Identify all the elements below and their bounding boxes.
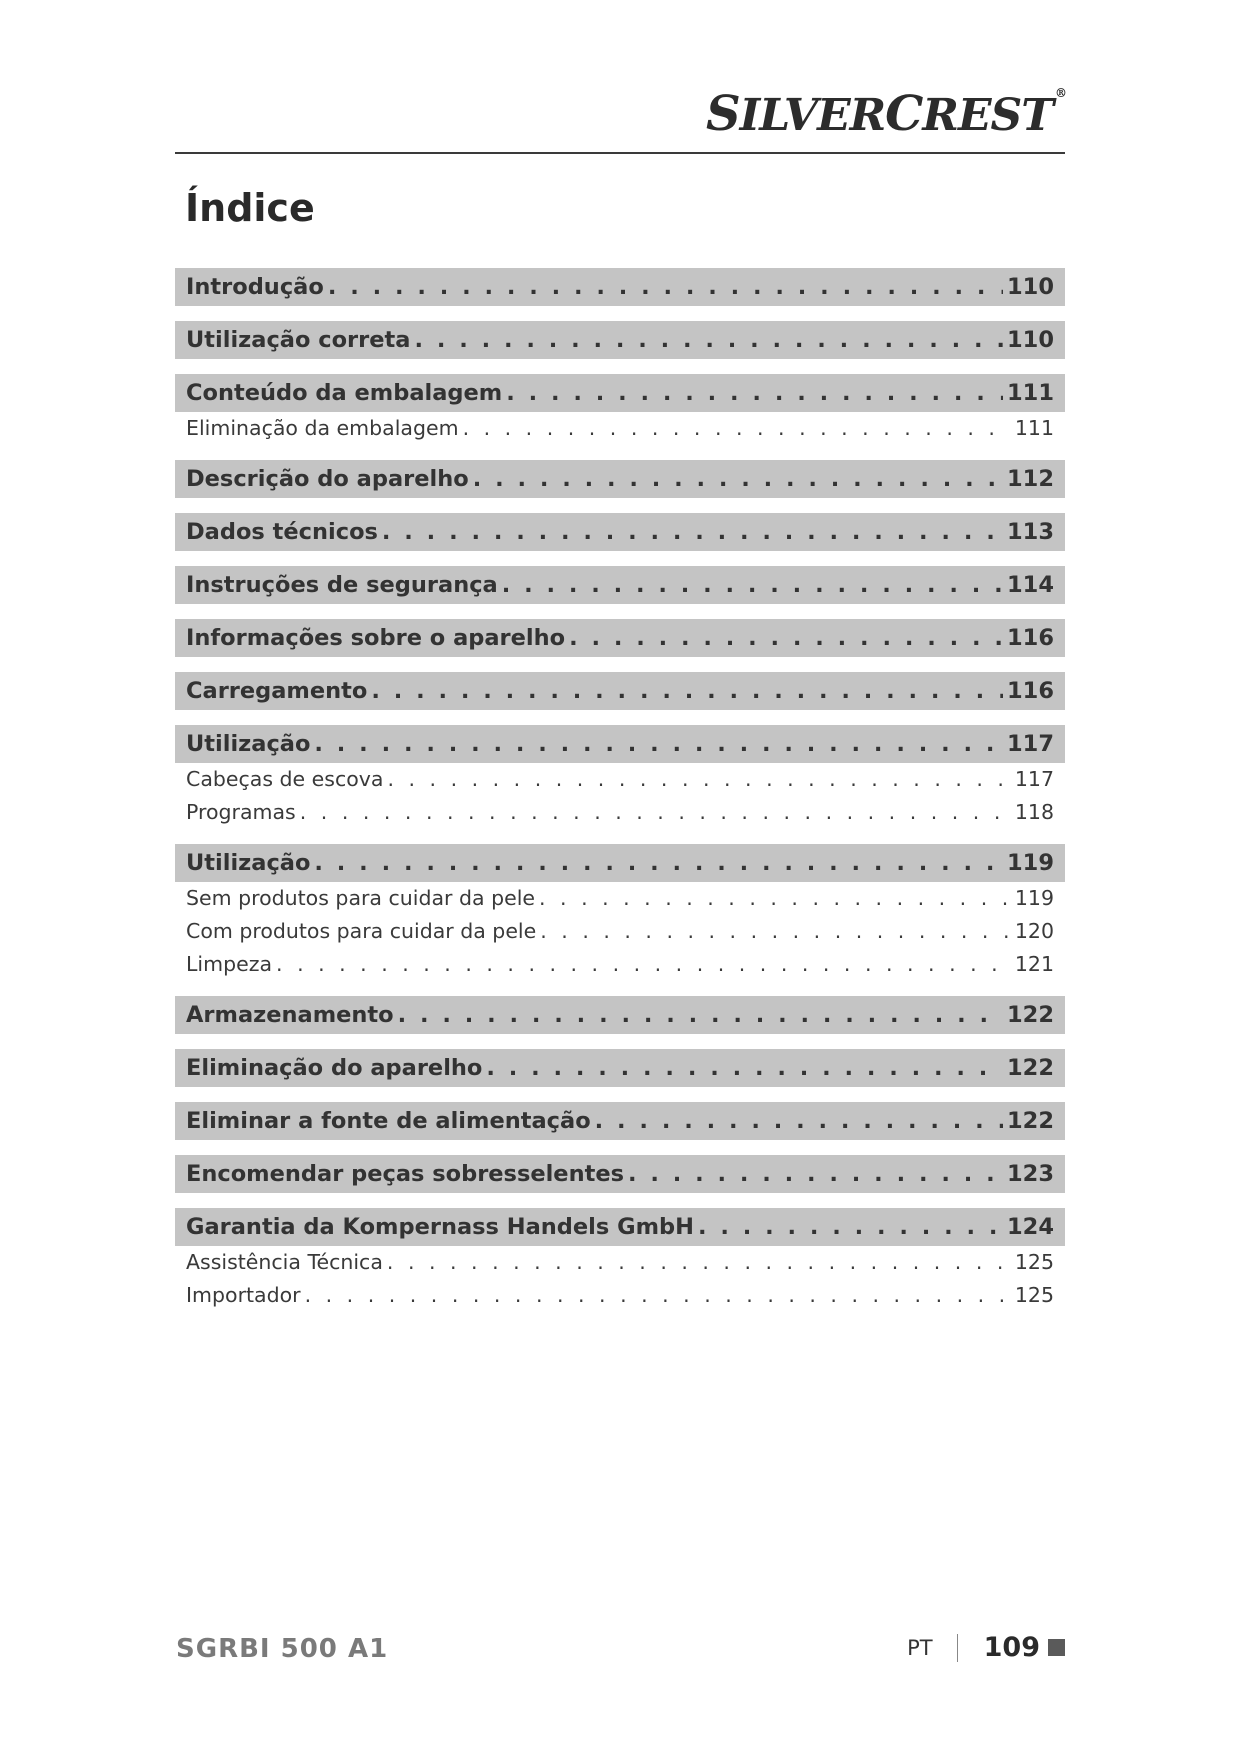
- toc-entry-title: Dados técnicos: [186, 519, 378, 545]
- footer-language: PT: [907, 1635, 933, 1660]
- toc-subsection[interactable]: [175, 763, 1065, 796]
- toc-entry-page: 125: [1014, 1250, 1054, 1274]
- toc-entry-page: 117: [1007, 731, 1054, 757]
- toc-section[interactable]: [175, 1102, 1065, 1140]
- toc-entry-page: 122: [1007, 1002, 1054, 1028]
- toc-entry-title: Utilização: [186, 731, 311, 757]
- dot-leader: [387, 1246, 1011, 1279]
- toc-entry-page: 119: [1014, 886, 1054, 910]
- toc-entry-title: Carregamento: [186, 678, 368, 704]
- toc-entry-title: Utilização: [186, 850, 311, 876]
- toc-entry-title: Com produtos para cuidar da pele: [186, 919, 537, 943]
- toc-entry-title: Programas: [186, 800, 296, 824]
- brand-word-1: ILVER: [739, 90, 886, 141]
- dot-leader: [382, 513, 1003, 551]
- page-marker-square: [1048, 1639, 1065, 1656]
- toc-subsection[interactable]: [175, 882, 1065, 915]
- toc-entry-title: Conteúdo da embalagem: [186, 380, 503, 406]
- toc-entry-page: 116: [1007, 625, 1054, 651]
- header-divider: [175, 152, 1065, 154]
- toc-subsection[interactable]: [175, 948, 1065, 981]
- footer-model-number: SGRBI 500 A1: [176, 1634, 389, 1664]
- toc-subsection[interactable]: [175, 796, 1065, 829]
- brand-word-2: REST: [922, 90, 1053, 141]
- page-title: Índice: [185, 186, 315, 230]
- toc-entry-title: Limpeza: [186, 952, 273, 976]
- toc-entry-page: 112: [1007, 466, 1054, 492]
- toc-entry-title: Sem produtos para cuidar da pele: [186, 886, 536, 910]
- toc-entry-title: Utilização correta: [186, 327, 411, 353]
- footer-page-info: [907, 1632, 1065, 1663]
- toc-section[interactable]: [175, 321, 1065, 359]
- dot-leader: [595, 1102, 1003, 1140]
- brand-logo: [706, 86, 1066, 142]
- toc-entry-page: 120: [1014, 919, 1054, 943]
- toc-entry-title: Informações sobre o aparelho: [186, 625, 566, 651]
- toc-section[interactable]: [175, 1155, 1065, 1193]
- toc-entry-title: Cabeças de escova: [186, 767, 384, 791]
- dot-leader: [540, 915, 1011, 948]
- toc-section[interactable]: [175, 619, 1065, 657]
- dot-leader: [473, 460, 1003, 498]
- toc-entry-title: Assistência Técnica: [186, 1250, 383, 1274]
- dot-leader: [463, 412, 1011, 445]
- toc-section[interactable]: [175, 513, 1065, 551]
- toc-section[interactable]: [175, 460, 1065, 498]
- toc-section[interactable]: [175, 374, 1065, 412]
- toc-entry-page: 114: [1007, 572, 1054, 598]
- toc-entry-page: 118: [1014, 800, 1054, 824]
- toc-subsection[interactable]: [175, 915, 1065, 948]
- toc-entry-page: 125: [1014, 1283, 1054, 1307]
- toc-section[interactable]: [175, 996, 1065, 1034]
- dot-leader: [486, 1049, 1003, 1087]
- toc-entry-page: 111: [1014, 416, 1054, 440]
- toc-entry-page: 117: [1014, 767, 1054, 791]
- toc-section[interactable]: [175, 1049, 1065, 1087]
- toc-entry-page: 110: [1007, 274, 1054, 300]
- footer-separator: [957, 1634, 958, 1662]
- dot-leader: [314, 844, 1003, 882]
- toc-entry-page: 119: [1007, 850, 1054, 876]
- dot-leader: [276, 948, 1011, 981]
- dot-leader: [300, 796, 1011, 829]
- dot-leader: [628, 1155, 1003, 1193]
- toc-entry-title: Importador: [186, 1283, 301, 1307]
- dot-leader: [414, 321, 1003, 359]
- toc-entry-page: 116: [1007, 678, 1054, 704]
- dot-leader: [539, 882, 1011, 915]
- dot-leader: [371, 672, 1003, 710]
- registered-mark: ®: [1055, 86, 1066, 100]
- toc-entry-title: Eliminação da embalagem: [186, 416, 459, 440]
- toc-entry-page: 111: [1007, 380, 1054, 406]
- dot-leader: [506, 374, 1003, 412]
- toc-entry-page: 122: [1007, 1108, 1054, 1134]
- toc-subsection[interactable]: [175, 412, 1065, 445]
- toc-entry-page: 113: [1007, 519, 1054, 545]
- toc-section[interactable]: [175, 672, 1065, 710]
- table-of-contents: [175, 268, 1065, 1312]
- toc-subsection[interactable]: [175, 1279, 1065, 1312]
- toc-entry-title: Eliminar a fonte de alimentação: [186, 1108, 591, 1134]
- dot-leader: [398, 996, 1003, 1034]
- toc-entry-page: 110: [1007, 327, 1054, 353]
- toc-entry-page: 123: [1007, 1161, 1054, 1187]
- toc-section[interactable]: [175, 566, 1065, 604]
- toc-entry-page: 124: [1007, 1214, 1054, 1240]
- toc-section[interactable]: [175, 725, 1065, 763]
- dot-leader: [698, 1208, 1003, 1246]
- page-number: 109: [983, 1632, 1040, 1663]
- brand-initial-1: S: [705, 86, 740, 142]
- dot-leader: [569, 619, 1003, 657]
- toc-entry-title: Garantia da Kompernass Handels GmbH: [186, 1214, 694, 1240]
- toc-entry-title: Encomendar peças sobresselentes: [186, 1161, 624, 1187]
- toc-section[interactable]: [175, 1208, 1065, 1246]
- dot-leader: [387, 763, 1010, 796]
- toc-entry-title: Armazenamento: [186, 1002, 394, 1028]
- toc-section[interactable]: [175, 844, 1065, 882]
- dot-leader: [305, 1279, 1011, 1312]
- toc-subsection[interactable]: [175, 1246, 1065, 1279]
- toc-entry-title: Instruções de segurança: [186, 572, 498, 598]
- toc-entry-page: 122: [1007, 1055, 1054, 1081]
- dot-leader: [502, 566, 1003, 604]
- dot-leader: [328, 268, 1003, 306]
- toc-section[interactable]: [175, 268, 1065, 306]
- toc-entry-title: Descrição do aparelho: [186, 466, 469, 492]
- toc-entry-title: Introdução: [186, 274, 324, 300]
- toc-entry-title: Eliminação do aparelho: [186, 1055, 483, 1081]
- toc-entry-page: 121: [1014, 952, 1054, 976]
- brand-initial-2: C: [885, 86, 923, 142]
- dot-leader: [314, 725, 1003, 763]
